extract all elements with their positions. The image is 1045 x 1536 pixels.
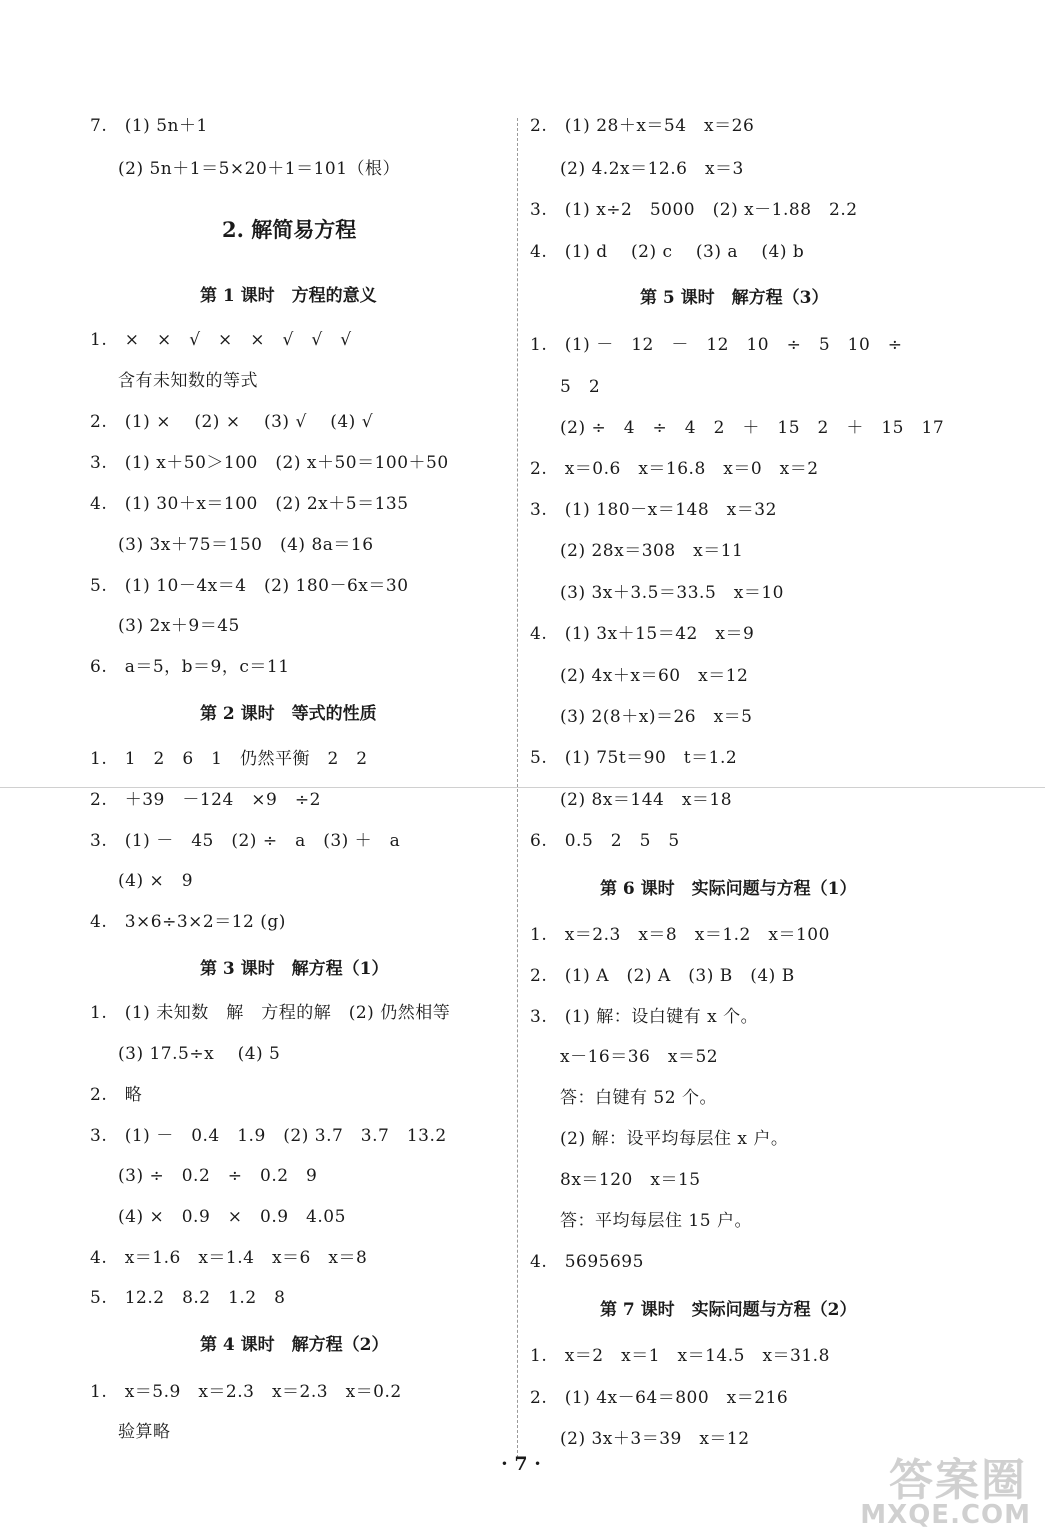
answer-line: (2) ÷ 4 ÷ 4 2 ＋ 15 2 ＋ 15 17 bbox=[560, 418, 945, 438]
answer-line: (2) 5n＋1＝5×20＋1＝101（根） bbox=[118, 159, 401, 179]
answer-line: x－16＝36 x＝52 bbox=[560, 1047, 719, 1067]
answer-line: (4) × 0.9 × 0.9 4.05 bbox=[118, 1207, 346, 1227]
watermark-text: 答案圈 bbox=[889, 1455, 1027, 1506]
lesson-title: 第 2 课时 等式的性质 bbox=[200, 704, 377, 724]
answer-line: 2. (1) × (2) × (3) √ (4) √ bbox=[90, 412, 374, 432]
answer-line: 4. 5695695 bbox=[530, 1252, 644, 1272]
section-title: 2. 解简易方程 bbox=[222, 217, 357, 242]
answer-line: 5. 12.2 8.2 1.2 8 bbox=[90, 1288, 286, 1308]
answer-line: (2) 8x＝144 x＝18 bbox=[560, 790, 733, 810]
answer-line: 答：平均每层住 15 户。 bbox=[560, 1211, 752, 1231]
answer-line: 8x＝120 x＝15 bbox=[560, 1170, 701, 1190]
answer-line: 2. ＋39 －124 ×9 ÷2 bbox=[90, 790, 321, 810]
answer-line: 1. (1) － 12 － 12 10 ÷ 5 10 ÷ bbox=[530, 335, 903, 355]
answer-line: 5. (1) 75t＝90 t＝1.2 bbox=[530, 748, 738, 768]
answer-line: 4. x＝1.6 x＝1.4 x＝6 x＝8 bbox=[90, 1248, 368, 1268]
page-number: · 7 · bbox=[501, 1453, 541, 1475]
answer-line: 3. (1) x÷2 5000 (2) x－1.88 2.2 bbox=[530, 200, 858, 220]
answer-line: (2) 28x＝308 x＝11 bbox=[560, 541, 744, 561]
lesson-title: 第 5 课时 解方程（3） bbox=[640, 288, 829, 308]
lesson-title: 第 4 课时 解方程（2） bbox=[200, 1335, 389, 1355]
lesson-title: 第 6 课时 实际问题与方程（1） bbox=[600, 879, 857, 899]
answer-line: 答：白键有 52 个。 bbox=[560, 1088, 717, 1108]
answer-line: (2) 3x＋3＝39 x＝12 bbox=[560, 1429, 750, 1449]
answer-line: 2. 略 bbox=[90, 1085, 143, 1105]
answer-line: (3) 2(8＋x)＝26 x＝5 bbox=[560, 707, 753, 727]
answer-line: 1. 1 2 6 1 仍然平衡 2 2 bbox=[90, 749, 368, 769]
answer-line: 5 2 bbox=[560, 377, 601, 397]
answer-line: (2) 4x＋x＝60 x＝12 bbox=[560, 666, 749, 686]
watermark-logo bbox=[847, 1444, 1037, 1530]
answer-line: (4) × 9 bbox=[118, 871, 194, 891]
answer-line: 含有未知数的等式 bbox=[118, 371, 258, 391]
lesson-title: 第 3 课时 解方程（1） bbox=[200, 959, 389, 979]
answer-line: (3) 17.5÷x (4) 5 bbox=[118, 1044, 281, 1064]
answer-line: 1. x＝2 x＝1 x＝14.5 x＝31.8 bbox=[530, 1346, 830, 1366]
answer-line: (3) ÷ 0.2 ÷ 0.2 9 bbox=[118, 1166, 318, 1186]
answer-line: 7. (1) 5n＋1 bbox=[90, 116, 208, 136]
answer-line: 3. (1) 解：设白键有 x 个。 bbox=[530, 1007, 759, 1027]
answer-line: 4. (1) 30＋x＝100 (2) 2x＋5＝135 bbox=[90, 494, 409, 514]
answer-line: 验算略 bbox=[118, 1422, 171, 1442]
column-divider bbox=[517, 118, 518, 1458]
answer-line: (2) 解：设平均每层住 x 户。 bbox=[560, 1129, 789, 1149]
answer-line: 3. (1) － 45 (2) ÷ a (3) ＋ a bbox=[90, 831, 401, 851]
answer-line: 3. (1) x＋50＞100 (2) x＋50＝100＋50 bbox=[90, 453, 449, 473]
answer-line: 3. (1) － 0.4 1.9 (2) 3.7 3.7 13.2 bbox=[90, 1126, 447, 1146]
answer-line: (3) 3x＋75＝150 (4) 8a＝16 bbox=[118, 535, 374, 555]
answer-line: 2. (1) 28＋x＝54 x＝26 bbox=[530, 116, 755, 136]
answer-line: 6. 0.5 2 5 5 bbox=[530, 831, 680, 851]
answer-line: 3. (1) 180－x＝148 x＝32 bbox=[530, 500, 777, 520]
answer-line: 1. (1) 未知数 解 方程的解 (2) 仍然相等 bbox=[90, 1003, 451, 1023]
answer-line: 1. x＝2.3 x＝8 x＝1.2 x＝100 bbox=[530, 925, 830, 945]
answer-line: 2. (1) A (2) A (3) B (4) B bbox=[530, 966, 795, 986]
answer-line: (3) 3x＋3.5＝33.5 x＝10 bbox=[560, 583, 784, 603]
watermark-domain: MXQE.COM bbox=[860, 1500, 1031, 1530]
answer-line: 4. 3×6÷3×2＝12 (g) bbox=[90, 912, 286, 932]
lesson-title: 第 7 课时 实际问题与方程（2） bbox=[600, 1300, 857, 1320]
answer-line: (3) 2x＋9＝45 bbox=[118, 616, 240, 636]
answer-line: 4. (1) 3x＋15＝42 x＝9 bbox=[530, 624, 755, 644]
answer-line: 6. a＝5，b＝9，c＝11 bbox=[90, 657, 290, 677]
answer-line: 2. (1) 4x－64＝800 x＝216 bbox=[530, 1388, 789, 1408]
answer-line: 2. x＝0.6 x＝16.8 x＝0 x＝2 bbox=[530, 459, 819, 479]
answer-line: 1. x＝5.9 x＝2.3 x＝2.3 x＝0.2 bbox=[90, 1382, 402, 1402]
lesson-title: 第 1 课时 方程的意义 bbox=[200, 286, 377, 306]
answer-line: (2) 4.2x＝12.6 x＝3 bbox=[560, 159, 744, 179]
answer-line: 4. (1) d (2) c (3) a (4) b bbox=[530, 242, 805, 262]
answer-line: 1. × × √ × × √ √ √ bbox=[90, 330, 352, 350]
answer-line: 5. (1) 10－4x＝4 (2) 180－6x＝30 bbox=[90, 576, 409, 596]
